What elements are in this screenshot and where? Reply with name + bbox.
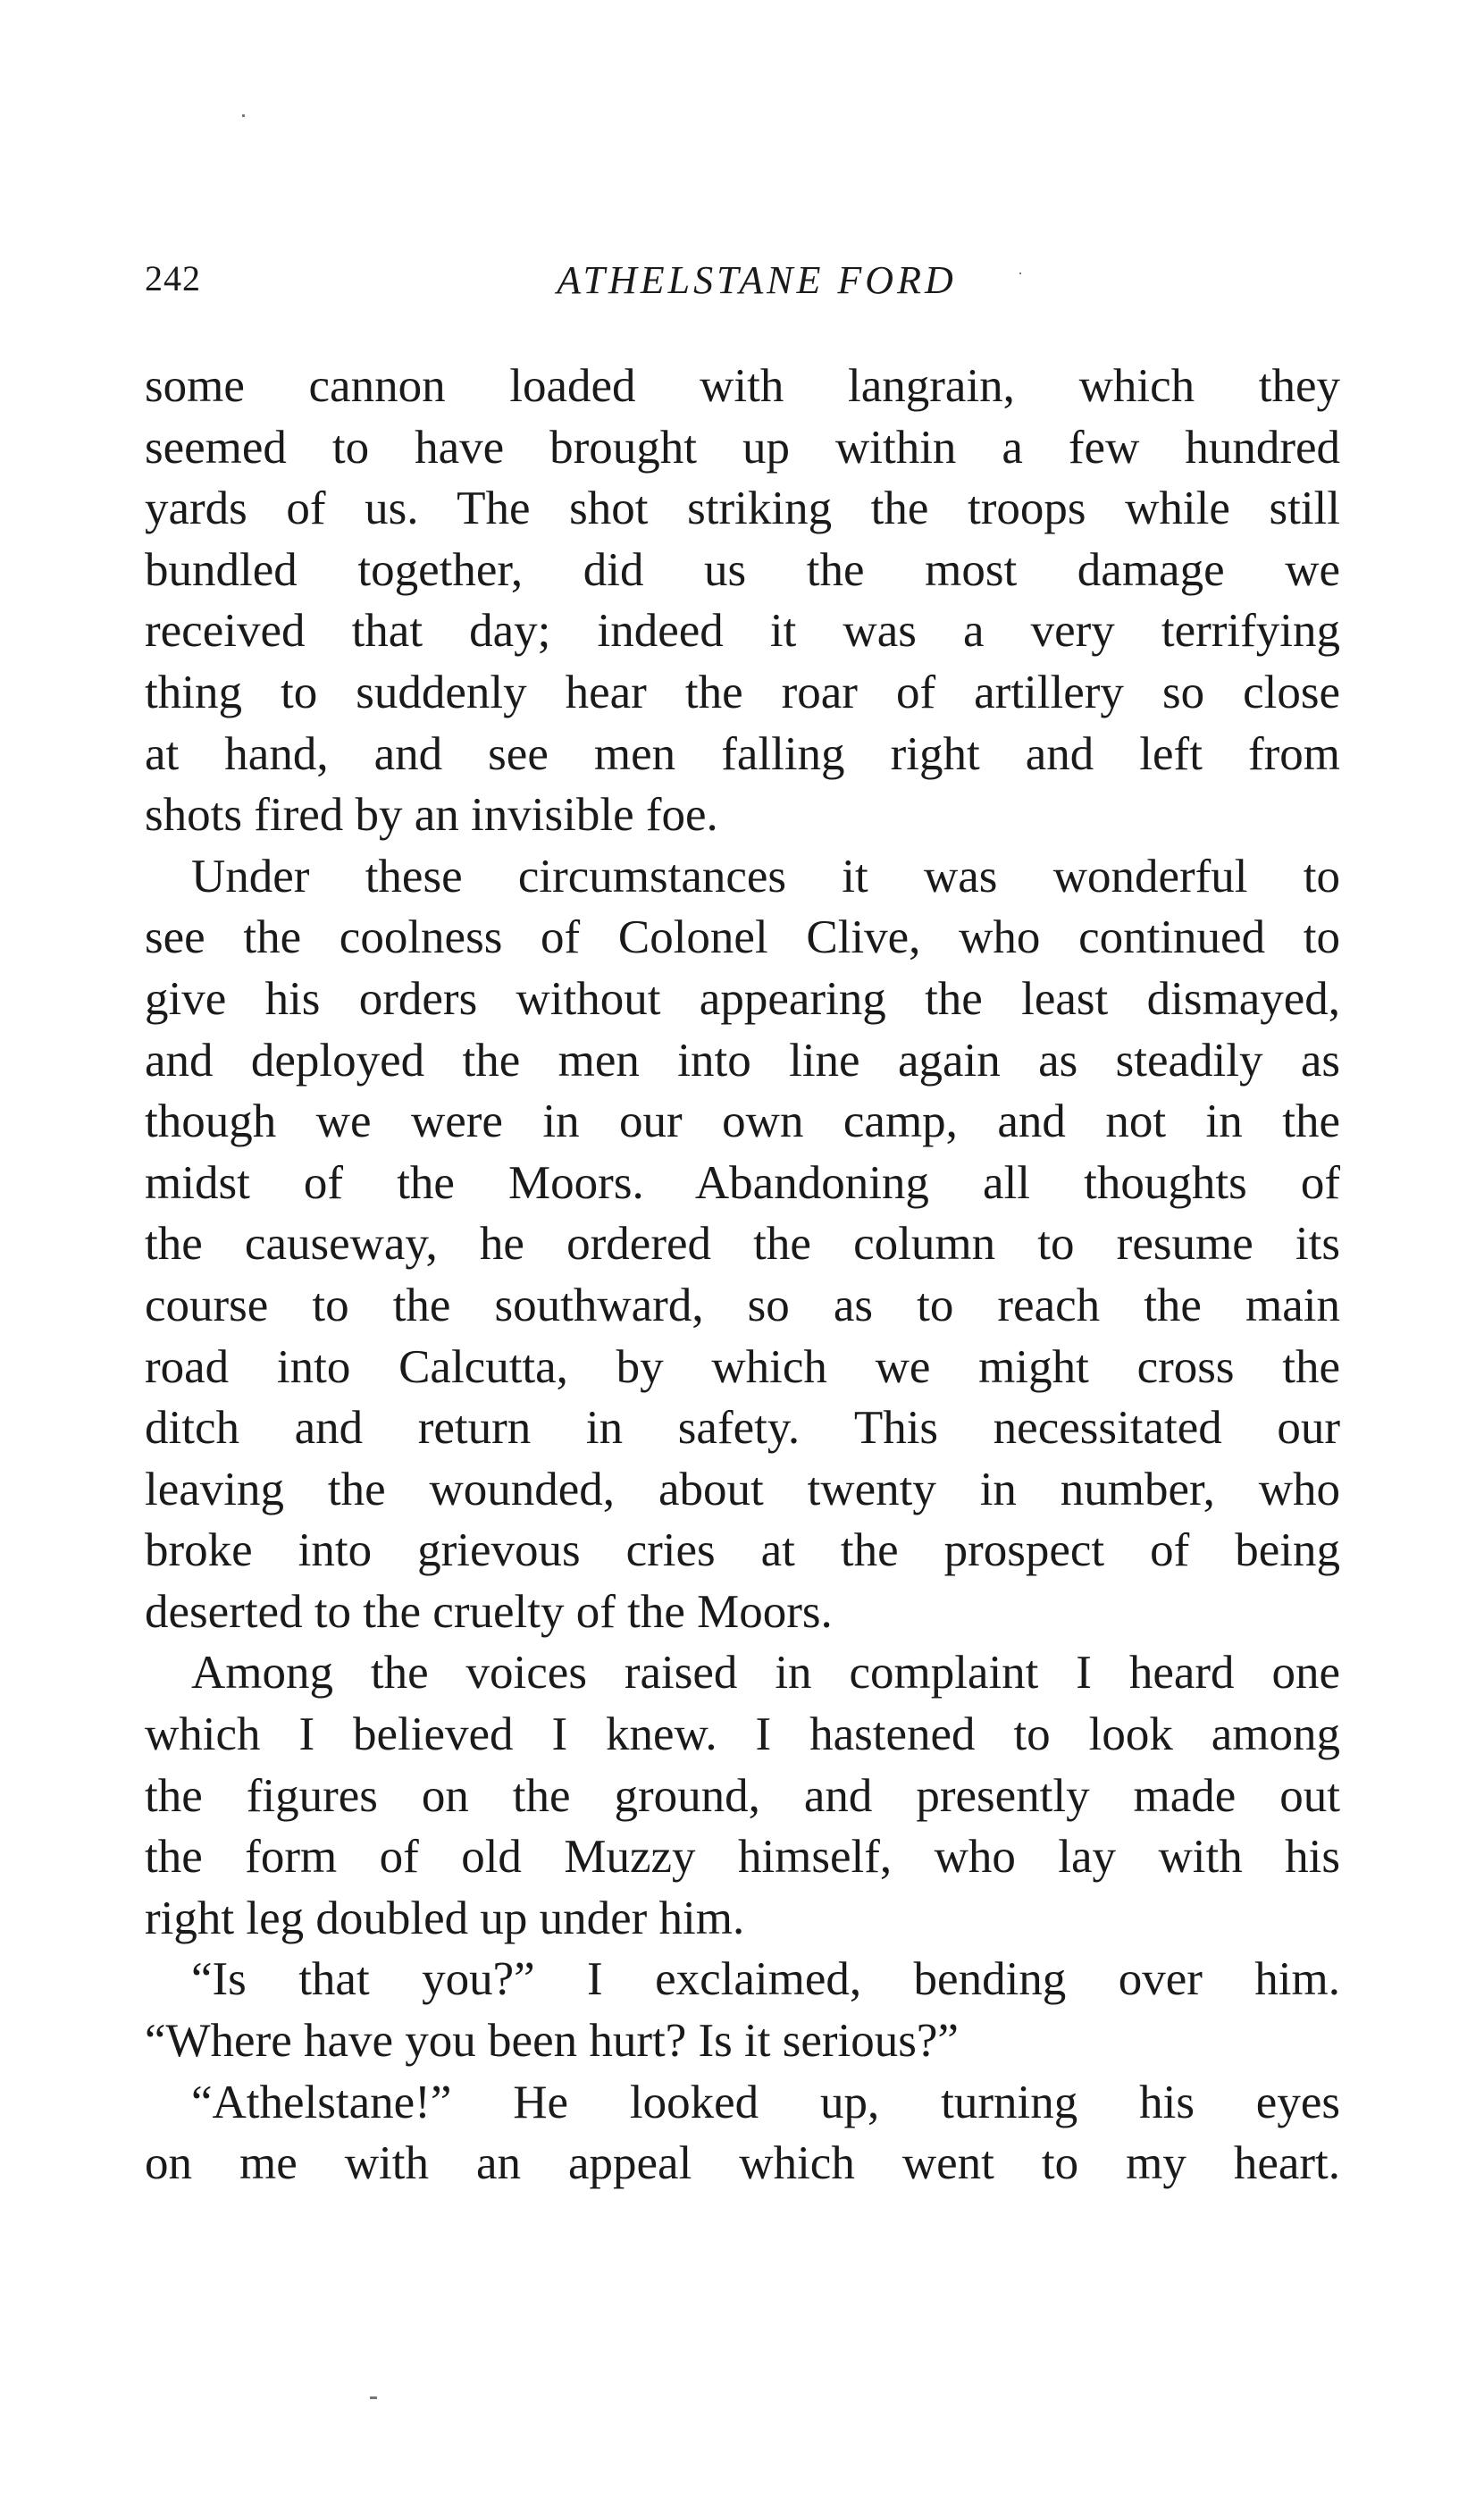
text-line: and deployed the men into line again as steadily as: [145, 1034, 1340, 1087]
text-line: “Where have you been hurt? Is it serious?”: [145, 2015, 959, 2068]
text-line: at hand, and see men falling right and left from: [145, 727, 1340, 780]
text-line: bundled together, did us the most damage we: [145, 543, 1340, 596]
text-line: yards of us. The shot striking the troops while still: [145, 483, 1340, 535]
text-line: on me with an appeal which went to my heart.: [145, 2137, 1340, 2190]
text-line: which I believed I knew. I hastened to look among: [145, 1708, 1340, 1761]
running-header: [145, 257, 1342, 302]
paragraph: [145, 846, 1340, 1643]
text-line: “Is that you?” I exclaimed, bending over him.: [191, 1953, 1340, 2006]
text-line: though we were in our own camp, and not in the: [145, 1095, 1340, 1148]
page-number: 242: [145, 258, 201, 298]
paragraph: [145, 1642, 1340, 1949]
paragraph: [145, 1949, 1340, 2071]
text-line: give his orders without appearing the least dismayed,: [145, 972, 1340, 1025]
text-line: right leg doubled up under him.: [145, 1892, 745, 1944]
running-title: ATHELSTANE FORD: [557, 258, 957, 302]
text-line: broke into grievous cries at the prospect of being: [145, 1524, 1340, 1577]
scan-speck: [1019, 273, 1021, 274]
text-line: seemed to have brought up within a few hundred: [145, 421, 1340, 474]
text-line: midst of the Moors. Abandoning all thoughts of: [145, 1156, 1340, 1209]
text-line: Among the voices raised in complaint I heard one: [191, 1647, 1340, 1700]
scan-speck: [242, 114, 245, 117]
text-line: course to the southward, so as to reach the main: [145, 1279, 1340, 1331]
scan-speck: [370, 2396, 377, 2399]
text-line: see the coolness of Colonel Clive, who continued to: [145, 911, 1340, 964]
text-line: thing to suddenly hear the roar of artillery so close: [145, 666, 1340, 718]
text-line: ditch and return in safety. This necessitated our: [145, 1402, 1340, 1455]
paragraph: [145, 2072, 1340, 2195]
text-line: leaving the wounded, about twenty in number, who: [145, 1463, 1340, 1515]
text-line: the causeway, he ordered the column to resume its: [145, 1218, 1340, 1271]
text-line: received that day; indeed it was a very terrifying: [145, 605, 1340, 658]
text-line: some cannon loaded with langrain, which they: [145, 360, 1340, 412]
body-text: [145, 356, 1340, 2195]
paragraph: [145, 356, 1340, 846]
text-line: Under these circumstances it was wonderful to: [191, 850, 1340, 902]
text-line: the form of old Muzzy himself, who lay with his: [145, 1831, 1340, 1884]
text-line: “Athelstane!” He looked up, turning his eyes: [191, 2076, 1340, 2128]
text-line: road into Calcutta, by which we might cross the: [145, 1340, 1340, 1393]
text-line: deserted to the cruelty of the Moors.: [145, 1585, 833, 1638]
text-line: the figures on the ground, and presently made out: [145, 1769, 1340, 1822]
text-line: shots fired by an invisible foe.: [145, 789, 718, 842]
